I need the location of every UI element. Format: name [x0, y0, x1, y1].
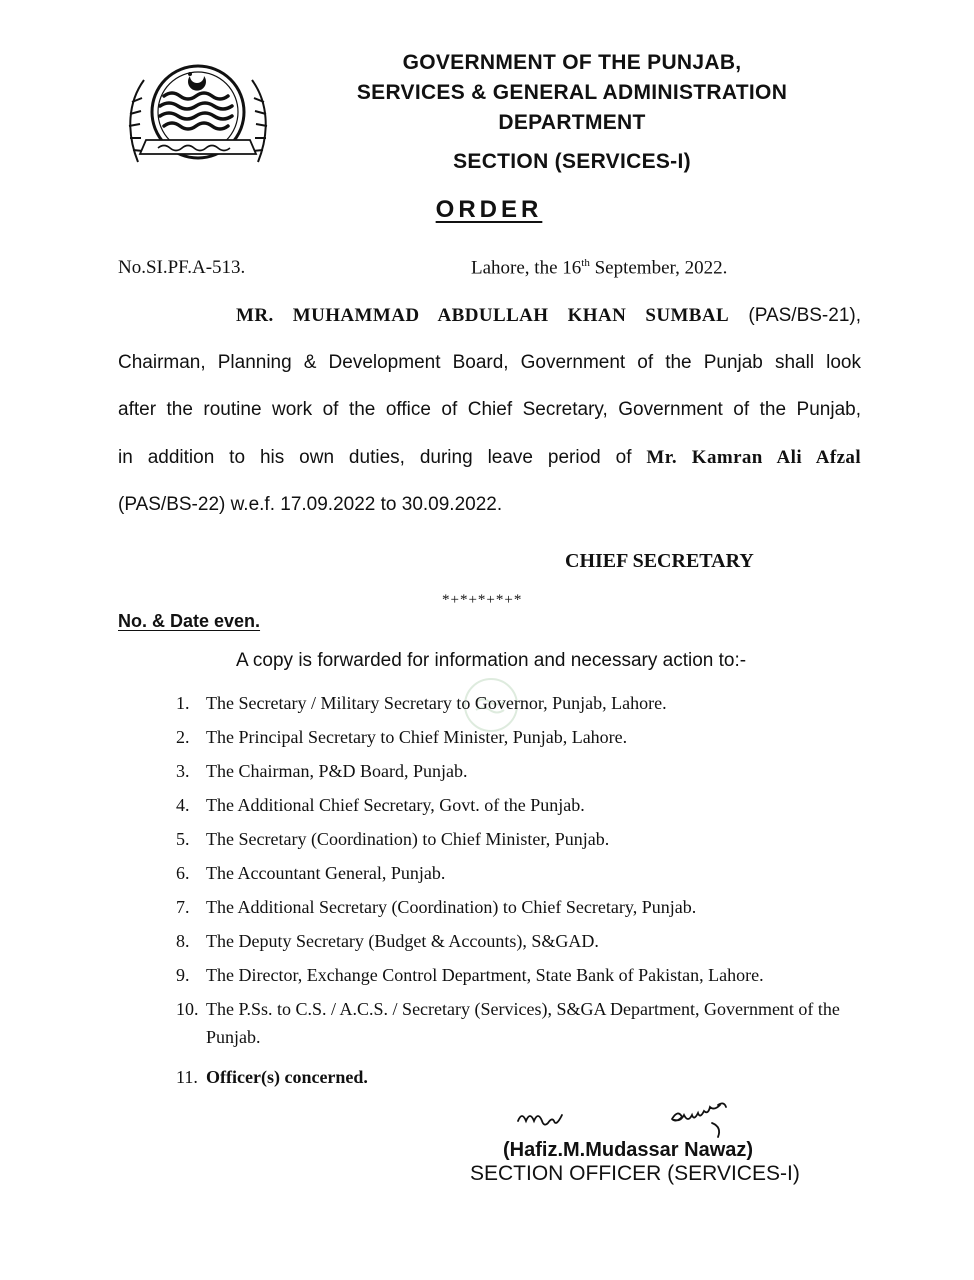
list-item: 10. The P.Ss. to C.S. / A.C.S. / Secretary (Services), S&GA Department, Government of the Punjab. [176, 999, 840, 1047]
copy-heading: No. & Date even. [118, 611, 261, 631]
chief-secretary-signatory: CHIEF SECRETARY [565, 550, 754, 572]
section-officer-name: (Hafiz.M.Mudassar Nawaz) [503, 1139, 754, 1161]
officer-name: MR. MUHAMMAD ABDULLAH KHAN SUMBAL [236, 305, 730, 326]
list-item: 2. The Principal Secretary to Chief Minister, Punjab, Lahore. [176, 727, 628, 747]
list-item: 7. The Additional Secretary (Coordination) to Chief Secretary, Punjab. [176, 897, 697, 917]
order-body-line-5: (PAS/BS-22) w.e.f. 17.09.2022 to 30.09.2022. [118, 494, 503, 515]
list-item: 8. The Deputy Secretary (Budget & Accounts), S&GAD. [176, 931, 599, 951]
order-body-line-2: Chairman, Planning & Development Board, Government of the Punjab shall look [118, 352, 861, 373]
separator: *+*+*+*+* [442, 592, 523, 608]
header-government-line: GOVERNMENT OF THE PUNJAB, [402, 51, 742, 74]
leave-officer-name: Mr. Kamran Ali Afzal [646, 447, 861, 468]
list-item: 1. The Secretary / Military Secretary to Governor, Punjab, Lahore. [176, 693, 667, 713]
order-body-line-3: after the routine work of the office of Chief Secretary, Government of the Punjab, [118, 399, 861, 420]
distribution-list [176, 689, 866, 1097]
order-number: No.SI.PF.A-513. [118, 257, 246, 278]
list-item: 5. The Secretary (Coordination) to Chief Minister, Punjab. [176, 829, 610, 849]
order-date: Lahore, the 16th September, 2022. [471, 257, 728, 279]
list-item: 4. The Additional Chief Secretary, Govt. of the Punjab. [176, 795, 585, 815]
list-item: 11. Officer(s) concerned. [176, 1067, 368, 1087]
list-item: 9. The Director, Exchange Control Department, State Bank of Pakistan, Lahore. [176, 965, 764, 985]
header-department-word: DEPARTMENT [498, 111, 646, 134]
section-officer-title: SECTION OFFICER (SERVICES-I) [470, 1162, 800, 1185]
punjab-emblem-icon [124, 62, 272, 168]
header-department-line: SERVICES & GENERAL ADMINISTRATION [356, 81, 788, 104]
header-section: SECTION (SERVICES-I) [453, 150, 691, 173]
forward-text: A copy is forwarded for information and necessary action to:- [236, 650, 747, 671]
order-title: ORDER [435, 196, 543, 223]
order-body-line-4: in addition to his own duties, during leave period of Mr. Kamran Ali Afzal [118, 447, 861, 468]
handwritten-signature-icon [512, 1093, 752, 1139]
list-item: 6. The Accountant General, Punjab. [176, 863, 446, 883]
order-body-line-1: MR. MUHAMMAD ABDULLAH KHAN SUMBAL (PAS/BS-21), [236, 305, 862, 326]
list-item: 3. The Chairman, P&D Board, Punjab. [176, 761, 468, 781]
